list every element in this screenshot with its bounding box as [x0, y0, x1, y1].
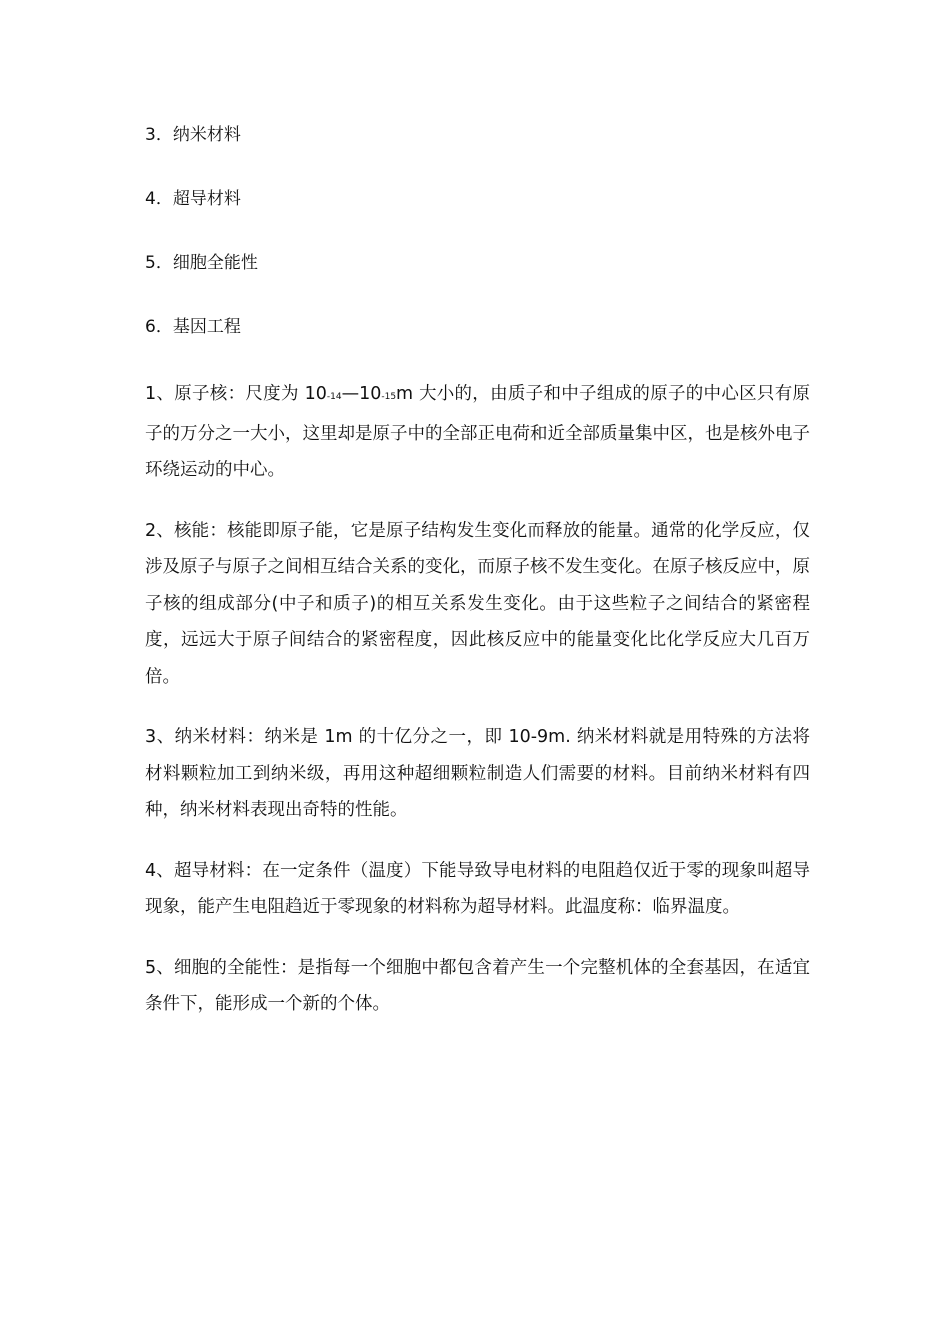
nucleus-mid: —10 [341, 384, 382, 404]
definition-nucleus [145, 376, 810, 489]
nucleus-lead: 1、原子核：尺度为 10 [145, 384, 327, 404]
document-page [145, 120, 810, 1047]
nucleus-exponent-2: -15 [381, 392, 397, 402]
definition-superconductor: 4、超导材料：在一定条件（温度）下能导致导电材料的电阻趋仅近于零的现象叫超导现象，能产生电阻趋近于零现象的材料称为超导材料。此温度称：临界温度。 [145, 860, 810, 917]
nucleus-rest: m 大小的，由质子和中子组成的原子的中心区只有原子的万分之一大小，这里却是原子中的全部正电荷和近全部质量集中区，也是核外电子环绕运动的中心。 [145, 384, 811, 480]
definition-cell-totipotency: 5、细胞的全能性：是指每一个细胞中都包含着产生一个完整机体的全套基因，在适宜条件下，能形成一个新的个体。 [145, 957, 810, 1014]
definition-nuclear-energy: 2、核能：核能即原子能，它是原子结构发生变化而释放的能量。通常的化学反应，仅涉及原子与原子之间相互结合关系的变化，而原子核不发生变化。在原子核反应中，原子核的组成部分(中子和质子)的相互关系发生变化。由于这些粒子之间结合的紧密程度，远远大于原子间结合的紧密程度，因此核反应中的能量变化比化学反应大几百万倍。 [145, 520, 810, 687]
definition-nano-material: 3、纳米材料：纳米是 1m 的十亿分之一，即 10-9m. 纳米材料就是用特殊的方法将材料颗粒加工到纳米级，再用这种超细颗粒制造人们需要的材料。目前纳米材料有四种，纳米材料表现出奇特的性能。 [145, 727, 810, 820]
toc-item-totipotency: 5．细胞全能性 [145, 253, 258, 273]
toc-item-nano: 3．纳米材料 [145, 125, 241, 145]
nucleus-exponent-1: -14 [326, 392, 342, 402]
toc-item-superconductor: 4．超导材料 [145, 189, 241, 209]
toc-item-genetic-engineering: 6．基因工程 [145, 317, 241, 337]
